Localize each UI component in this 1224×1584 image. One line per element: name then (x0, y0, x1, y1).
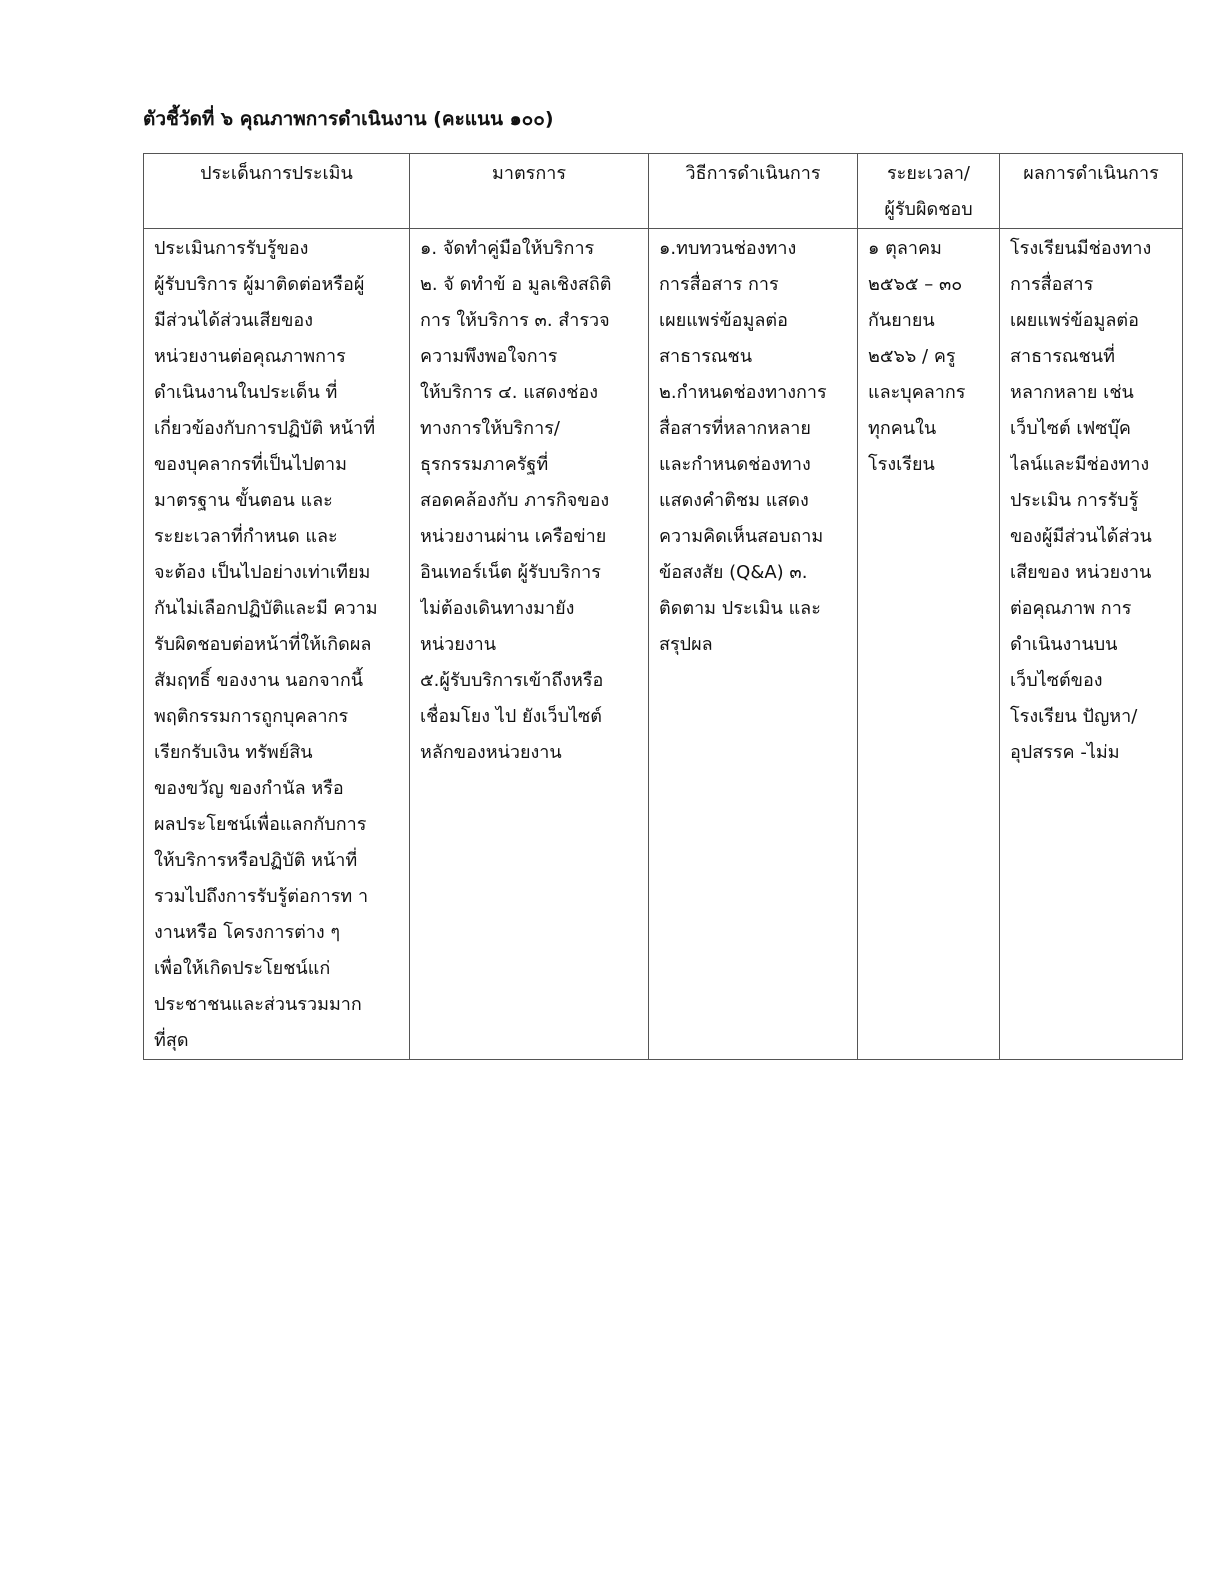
cell-line: รวมไปถึงการรับรู้ต่อการท า (154, 886, 369, 907)
cell-line: ของผู้มีส่วนได้ส่วน (1010, 526, 1152, 547)
cell-line: ๑ ตุลาคม (868, 238, 942, 259)
cell-line: พฤติกรรมการถูกบุคลากร (154, 706, 349, 727)
table-row (144, 229, 1183, 1060)
indicator-table (143, 153, 1183, 1060)
cell-line: อินเทอร์เน็ต ผู้รับบริการ (420, 562, 601, 583)
cell-line: ๑. จัดทำคู่มือให้บริการ (420, 238, 595, 259)
cell-line: เพื่อให้เกิดประโยชน์แก่ (154, 958, 331, 979)
cell-line: ประเมิน การรับรู้ (1010, 490, 1139, 511)
header-period-responsible (858, 154, 1000, 229)
cell-results (1000, 229, 1183, 1060)
cell-line: ทุกคนใน (868, 418, 937, 439)
cell-line: ไลน์และมีช่องทาง (1010, 454, 1150, 475)
cell-line: เชื่อมโยง ไป ยังเว็บไซต์ (420, 706, 602, 727)
cell-line: ดำเนินงานในประเด็น ที่ (154, 382, 338, 403)
cell-line: รับผิดชอบต่อหน้าที่ให้เกิดผล (154, 634, 372, 655)
cell-period-responsible (858, 229, 1000, 1060)
header-methods (649, 154, 858, 229)
cell-line: กันไม่เลือกปฏิบัติและมี ความ (154, 598, 378, 619)
cell-line: สอดคล้องกับ ภารกิจของ (420, 490, 610, 511)
cell-line: หลากหลาย เช่น (1010, 382, 1134, 403)
cell-line: เว็บไซต์ของ (1010, 670, 1103, 691)
cell-line: ประชาชนและส่วนรวมมาก (154, 994, 362, 1015)
cell-line: ประเมินการรับรู้ของ (154, 238, 309, 259)
header-row (144, 154, 1183, 229)
cell-line: ๒๕๖๕ – ๓๐ (868, 274, 963, 295)
page-title: ตัวชี้วัดที่ ๖ คุณภาพการดำเนินงาน (คะแนน ๑๐๐) (143, 108, 554, 130)
header-measures (410, 154, 649, 229)
cell-line: ที่สุด (154, 1030, 189, 1051)
cell-line: ๕.ผู้รับบริการเข้าถึงหรือ (420, 670, 604, 691)
cell-line: ๒. จั ดทำข้ อ มูลเชิงสถิติ (420, 274, 612, 295)
cell-line: กันยายน (868, 310, 935, 331)
cell-line: ๑.ทบทวนช่องทาง (659, 238, 797, 259)
cell-line: หน่วยงานต่อคุณภาพการ (154, 346, 346, 367)
cell-line: สัมฤทธิ์ ของงาน นอกจากนี้ (154, 670, 364, 691)
cell-line: โรงเรียน ปัญหา/ (1010, 706, 1138, 727)
cell-line: เว็บไซต์ เฟซบุ๊ค (1010, 418, 1131, 439)
cell-line: ให้บริการ ๔. แสดงช่อง (420, 382, 599, 403)
cell-line: ข้อสงสัย (Q&A) ๓. (659, 562, 808, 583)
cell-line: การสื่อสาร การ (659, 274, 779, 295)
cell-line: หน่วยงานผ่าน เครือข่าย (420, 526, 607, 547)
header-results (1000, 154, 1183, 229)
header-line: มาตรการ (491, 163, 566, 184)
cell-line: และบุคลากร (868, 382, 966, 403)
cell-line: เรียกรับเงิน ทรัพย์สิน (154, 742, 313, 763)
cell-assessment-issue (144, 229, 410, 1060)
cell-line: ความพึงพอใจการ (420, 346, 558, 367)
cell-line: งานหรือ โครงการต่าง ๆ (154, 922, 341, 943)
cell-line: สาธารณชนที่ (1010, 346, 1115, 367)
cell-line: โรงเรียนมีช่องทาง (1010, 238, 1152, 259)
cell-line: แสดงคำติชม แสดง (659, 490, 809, 511)
cell-line: การ ให้บริการ ๓. สำรวจ (420, 310, 610, 331)
cell-line: และกำหนดช่องทาง (659, 454, 811, 475)
header-line: ผลการดำเนินการ (1023, 163, 1159, 184)
cell-line: ธุรกรรมภาครัฐที่ (420, 454, 549, 475)
cell-line: ติดตาม ประเมิน และ (659, 598, 821, 619)
cell-line: ๒๕๖๖ / ครู (868, 346, 956, 367)
cell-line: เผยแพร่ข้อมูลต่อ (1010, 310, 1139, 331)
cell-line: เผยแพร่ข้อมูลต่อ (659, 310, 788, 331)
cell-line: มีส่วนได้ส่วนเสียของ (154, 310, 313, 331)
header-line: ผู้รับผิดชอบ (884, 199, 973, 220)
cell-line: ให้บริการหรือปฏิบัติ หน้าที่ (154, 850, 358, 871)
header-line: ระยะเวลา/ (886, 163, 970, 184)
cell-line: ๒.กำหนดช่องทางการ (659, 382, 827, 403)
header-assessment-issue (144, 154, 410, 229)
cell-line: อุปสรรค -ไม่ม (1010, 742, 1120, 763)
cell-measures (410, 229, 649, 1060)
cell-line: หน่วยงาน (420, 634, 497, 655)
header-line: วิธีการดำเนินการ (685, 163, 821, 184)
cell-line: สื่อสารที่หลากหลาย (659, 418, 811, 439)
cell-line: ความคิดเห็นสอบถาม (659, 526, 824, 547)
cell-methods (649, 229, 858, 1060)
cell-line: ผู้รับบริการ ผู้มาติดต่อหรือผู้ (154, 274, 365, 295)
header-line: ประเด็นการประเมิน (200, 163, 353, 184)
cell-line: เสียของ หน่วยงาน (1010, 562, 1152, 583)
cell-line: ไม่ต้องเดินทางมายัง (420, 598, 575, 619)
cell-line: การสื่อสาร (1010, 274, 1094, 295)
cell-line: เกี่ยวข้องกับการปฏิบัติ หน้าที่ (154, 418, 376, 439)
cell-line: มาตรฐาน ขั้นตอน และ (154, 490, 333, 511)
cell-line: ผลประโยชน์เพื่อแลกกับการ (154, 814, 367, 835)
cell-line: ต่อคุณภาพ การ (1010, 598, 1132, 619)
cell-line: สาธารณชน (659, 346, 753, 367)
cell-line: สรุปผล (659, 634, 713, 655)
cell-line: ของขวัญ ของกำนัล หรือ (154, 778, 344, 799)
cell-line: ทางการให้บริการ/ (420, 418, 560, 439)
cell-line: ของบุคลากรที่เป็นไปตาม (154, 454, 347, 475)
cell-line: หลักของหน่วยงาน (420, 742, 562, 763)
cell-line: โรงเรียน (868, 454, 935, 475)
cell-line: จะต้อง เป็นไปอย่างเท่าเทียม (154, 562, 371, 583)
cell-line: ดำเนินงานบน (1010, 634, 1118, 655)
cell-line: ระยะเวลาที่กำหนด และ (154, 526, 338, 547)
